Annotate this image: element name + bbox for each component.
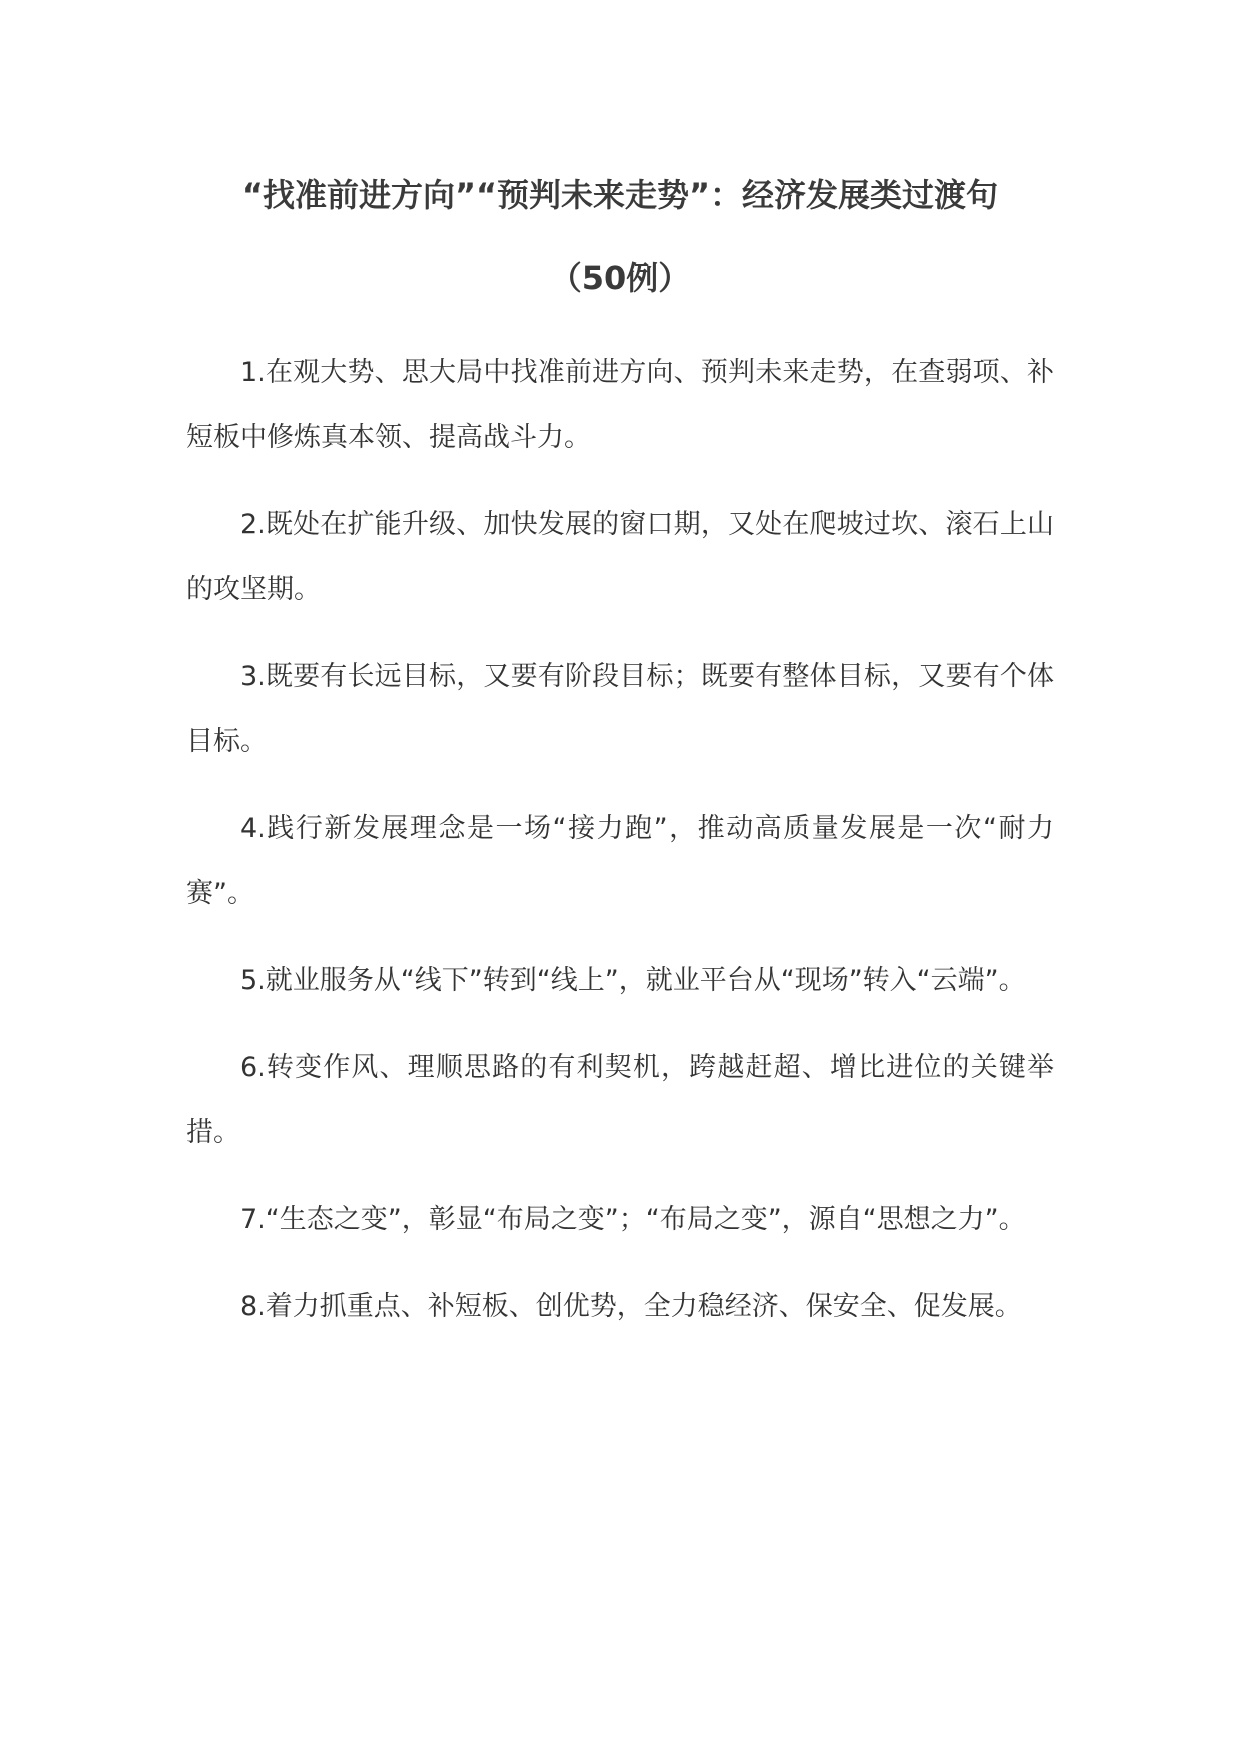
list-item: 1.在观大势、思大局中找准前进方向、预判未来走势，在查弱项、补短板中修炼真本领、提高战斗力。: [186, 357, 1054, 453]
list-item: 2.既处在扩能升级、加快发展的窗口期，又处在爬坡过坎、滚石上山的攻坚期。: [186, 509, 1054, 605]
transition-sentence-list: [186, 340, 1054, 1361]
list-item: 3.既要有长远目标，又要有阶段目标；既要有整体目标，又要有个体目标。: [186, 661, 1054, 757]
document-subtitle-count: （50例）: [549, 259, 691, 297]
list-item: 5.就业服务从“线下”转到“线上”，就业平台从“现场”转入“云端”。: [240, 965, 1026, 996]
list-item: 6.转变作风、理顺思路的有利契机，跨越赶超、增比进位的关键举措。: [186, 1052, 1054, 1148]
list-item: 8.着力抓重点、补短板、创优势，全力稳经济、保安全、促发展。: [240, 1291, 1022, 1322]
document-title: “找准前进方向”“预判未来走势”：经济发展类过渡句: [241, 176, 999, 214]
list-item: 4.践行新发展理念是一场“接力跑”，推动高质量发展是一次“耐力赛”。: [186, 813, 1054, 909]
list-item: 7.“生态之变”，彰显“布局之变”；“布局之变”，源自“思想之力”。: [240, 1204, 1026, 1235]
